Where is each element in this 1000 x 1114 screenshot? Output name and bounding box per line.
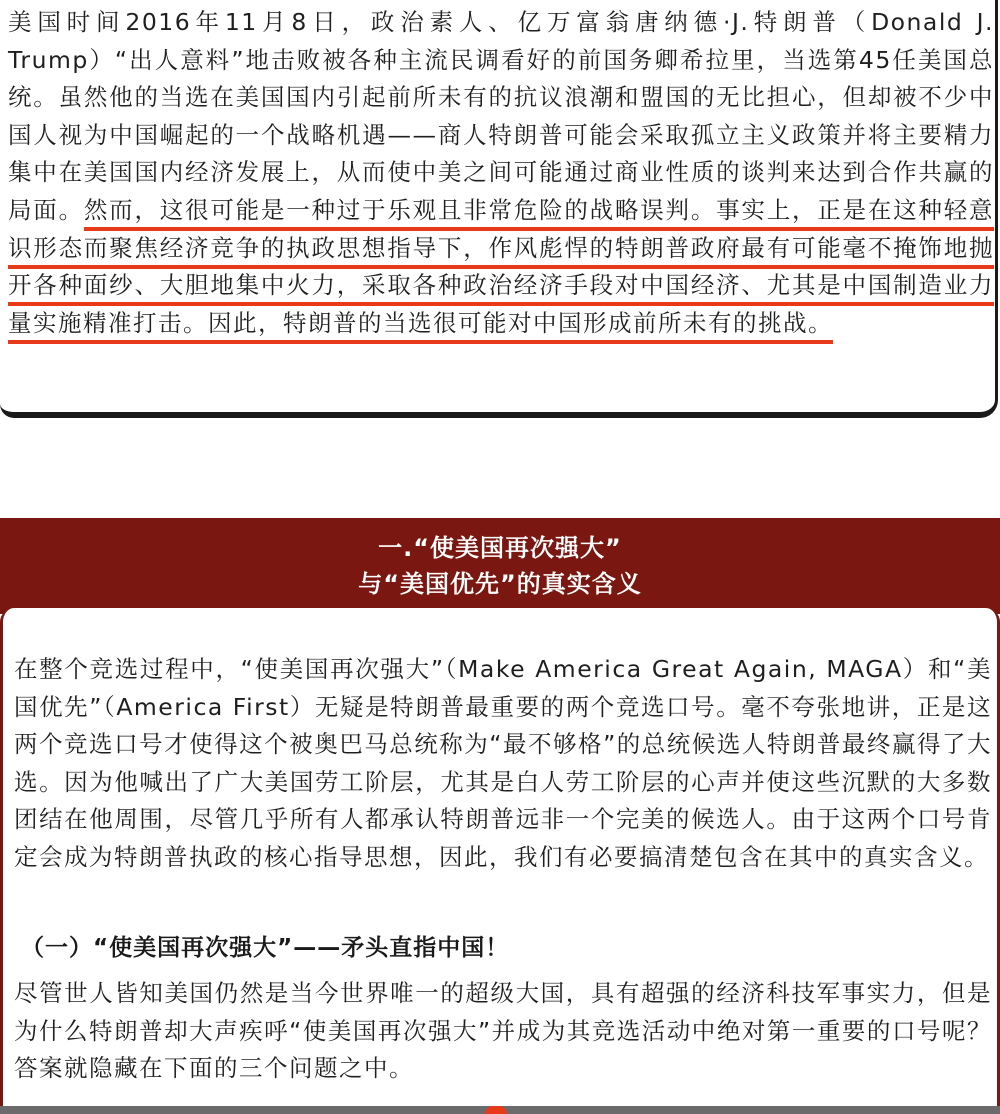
section-heading-banner — [0, 518, 1000, 614]
intro-text: 美国时间2016年11月8日，政治素人、亿万富翁唐纳德·J.特朗普（Donald J. Trump）“出人意料”地击败被各种主流民调看好的前国务卿希拉里，当选第45任美国总统。虽然他的当选在美国国内引起前所未有的抗议浪潮和盟国的无比担心，但却被不少中国人视为中国崛起的一个战略机遇——商人特朗普可能会采取孤立主义政策并将主要精力集中在美国国内经济发展上，从而使中美之间可能通过商业性质的谈判来达到合作共赢的局面。 — [8, 8, 994, 224]
section-card — [0, 608, 1000, 1114]
section-paragraph-1: 在整个竞选过程中，“使美国再次强大”（Make America Great Again, MAGA）和“美国优先”（America First）无疑是特朗普最重要的两个竞选口号。毫不夸张地讲，正是这两个竞选口号才使得这个被奥巴马总统称为“最不够格”的总统候选人特朗普最终赢得了大选。因为他喊出了广大美国劳工阶层，尤其是白人劳工阶层的心声并使这些沉默的大多数团结在他周围，尽管几乎所有人都承认特朗普远非一个完美的候选人。由于这两个口号肯定会成为特朗普执政的核心指导思想，因此，我们有必要搞清楚包含在其中的真实含义。 — [14, 655, 992, 871]
section-heading-line2: 与“美国优先”的真实含义 — [358, 570, 642, 598]
intro-card — [0, 0, 998, 418]
section-paragraph-2: 尽管世人皆知美国仍然是当今世界唯一的超级大国，具有超强的经济科技军事实力，但是为什么特朗普却大声疾呼“使美国再次强大”并成为其竞选活动中绝对第一重要的口号呢？答案就隐藏在下面的三个问题之中。 — [14, 979, 992, 1083]
bottom-indicator-dot[interactable] — [485, 1106, 507, 1114]
highlighted-text: 然而，这很可能是一种过于乐观且非常危险的战略误判。事实上，正是在这种轻意识形态而聚焦经济竞争的执政思想指导下，作风彪悍的特朗普政府最有可能毫不掩饰地抛开各种面纱、大胆地集中火力，采取各种政治经济手段对中国经济、尤其是中国制造业力量实施精准打击。因此，特朗普的当选很可能对中国形成前所未有的挑战。 — [8, 195, 995, 337]
intro-paragraph — [8, 4, 994, 342]
section-subheading: （一）“使美国再次强大”——矛头直指中国！ — [21, 935, 510, 961]
section-heading-line1: 一.“使美国再次强大” — [378, 534, 622, 562]
